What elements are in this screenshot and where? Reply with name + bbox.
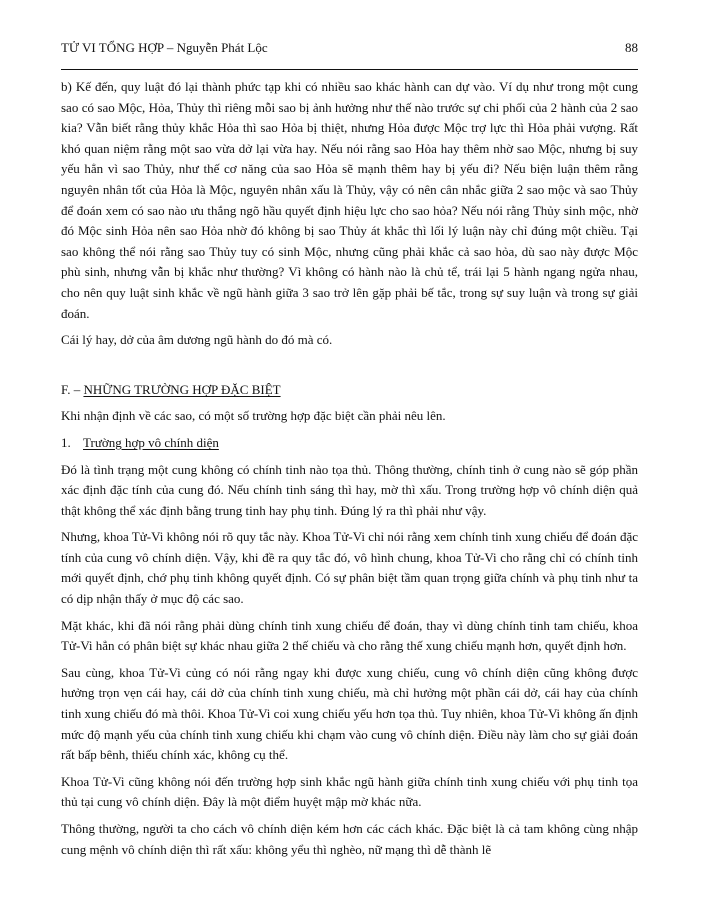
paragraph: b) Kế đến, quy luật đó lại thành phức tạp khi có nhiều sao khác hành can dự vào. Ví dụ như trong một cung sao có sao Mộc, Hỏa, Thủy thì riêng mỗi sao bị ảnh hưởng như thế nào trước sự chi phối của 2 hành của 2 sao kia? Vẫn biết rằng thủy khắc Hỏa thì sao Hỏa bị thiệt, nhưng Hỏa được Mộc trợ lực thì Hỏa phải vượng. Rất khó quan niệm rằng một sao vừa dở lại vừa hay. Nếu nói rằng sao Hỏa hay thêm nhờ sao Mộc, nhưng bị suy yếu hẳn vì sao Thủy, như thế cơ năng của sao Hỏa sẽ mạnh thêm hay bị yếu đi? Nếu biện luận thêm rằng nguyên nhân tốt của Hỏa là Mộc, nguyên nhân xấu là Thủy, vậy có nên cân nhắc giữa 2 sao mộc và sao Thủy để đoán xem có sao nào ưu thắng ngõ hầu quyết định hiệu lực cho sao hỏa? Nếu nói rằng Thủy sinh mộc, nhờ đó Mộc sinh Hỏa nên sao Hỏa nhờ đó không bị sao Thủy át khắc thì lối lý luận này chỉ đúng một chiều. Tại sao không thể nói rằng sao Thủy tuy có sinh Mộc, nhưng cũng phải khắc cả sao hỏa, dù sao này được Mộc phù sinh, nhưng vẫn bị khắc như thường? Vì không có hành nào là chủ tể, trái lại 5 hành ngang ngửa nhau, cho nên quy luật sinh khắc về ngũ hành giữa 3 sao trở lên gặp phải bế tắc, trong sự suy luận và trong sự giải đoán.: [61, 79, 638, 321]
page-number: 88: [625, 40, 638, 55]
paragraph: Nhưng, khoa Tử-Vi không nói rõ quy tắc này. Khoa Tử-Vi chỉ nói rằng xem chính tinh xung chiếu để đoán đặc tính của cung vô chính diện. Vậy, khi đề ra quy tắc đó, vô hình chung, khoa Tử-Vi cho rằng chỉ có chính tinh mới quyết định, chớ phụ tinh không quyết định. Có sự phân biệt tầm quan trọng giữa chính và phụ tinh như ta có dịp nhận thấy ở mục độ các sao.: [61, 529, 638, 607]
subsection-number: 1.: [61, 434, 71, 450]
paragraph: Sau cùng, khoa Tử-Vi củng có nói rằng ngay khi được xung chiếu, cung vô chính diện cũng không được hưởng trọn vẹn cái hay, cái dở của chính tinh xung chiếu, mà chỉ hưởng một phần cái dở, cái hay của chính tinh xung chiếu đó mà thôi. Khoa Tử-Vi coi xung chiếu yếu hơn tọa thủ. Tuy nhiên, khoa Tử-Vi không ấn định mức độ mạnh yếu của chính tinh xung chiếu khi chạm vào cung vô chính diện. Điều này làm cho sự giải đoán rất bấp bênh, thiếu chính xác, không cụ thể.: [61, 664, 638, 763]
subsection-heading: [61, 433, 638, 454]
section-title: NHỮNG TRƯỜNG HỢP ĐẶC BIỆT: [83, 381, 281, 397]
paragraph: Khi nhận định về các sao, có một số trường hợp đặc biệt cần phải nêu lên.: [61, 408, 446, 424]
paragraph: Khoa Tử-Vi cũng không nói đến trường hợp sinh khắc ngũ hành giữa chính tinh xung chiếu với phụ tinh tọa thủ tại cung vô chính diện. Đây là một điểm huyệt mập mờ khác nữa.: [61, 773, 638, 810]
header-title: TỬ VI TỔNG HỢP – Nguyễn Phát Lộc: [61, 40, 268, 55]
page-body: [61, 77, 638, 866]
paragraph: Thông thường, người ta cho cách vô chính diện kém hơn các cách khác. Đặc biệt là cả tam không cùng nhập cung mệnh vô chính diện thì rất xấu: không yểu thì nghèo, nữ mạng thì dễ thành lẽ: [61, 821, 638, 857]
paragraph: Cái lý hay, dở của âm dương ngũ hành do đó mà có.: [61, 332, 333, 348]
subsection-title: Trường hợp vô chính diện: [83, 434, 219, 450]
section-heading: [61, 380, 638, 401]
header-rule: [61, 69, 638, 70]
running-header: [61, 40, 638, 56]
paragraph: Mặt khác, khi đã nói rằng phải dùng chính tinh xung chiếu để đoán, thay vì dùng chính tinh tam chiếu, khoa Tử-Vi hẳn có phân biệt sự khác nhau giữa 2 thế chiếu và cho rằng thế xung chiếu mạnh hơn, quyết định hơn.: [61, 617, 638, 654]
paragraph: Đó là tình trạng một cung không có chính tinh nào tọa thủ. Thông thường, chính tinh ở cung nào sẽ góp phần xác định đặc tính của cung đó. Nếu chính tinh sáng thì hay, mờ thì xấu. Trong trường hợp vô chính diện quả thật không thể xác định bằng trung tinh hay phụ tinh. Đúng lý ra thì phải như vậy.: [61, 461, 638, 518]
section-prefix: F. –: [61, 381, 84, 397]
